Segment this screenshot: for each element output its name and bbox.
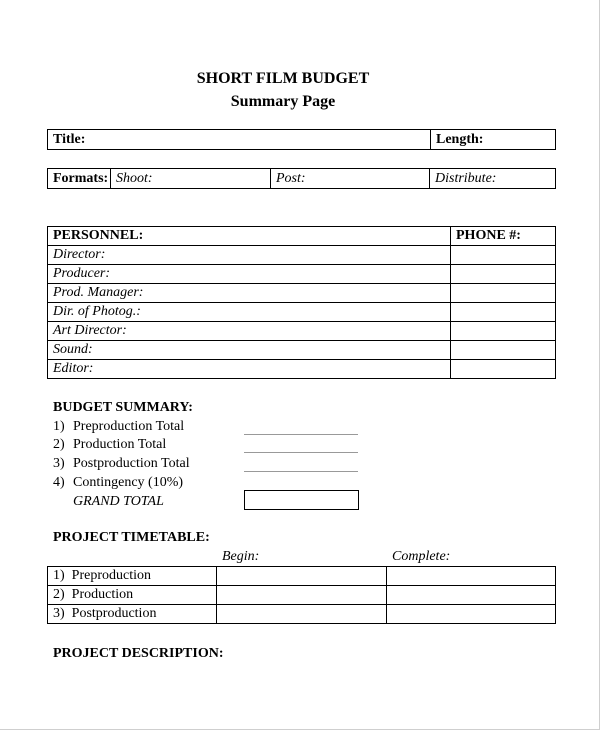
phase-num: 3) bbox=[53, 606, 65, 621]
complete-label: Complete: bbox=[392, 549, 451, 564]
personnel-header-row bbox=[48, 227, 556, 246]
personnel-table bbox=[47, 226, 556, 379]
begin-label: Begin: bbox=[222, 549, 260, 564]
phone-header: PHONE #: bbox=[451, 227, 556, 246]
formats-label-text: Formats: bbox=[53, 170, 109, 186]
summary-item-label: Production Total bbox=[73, 437, 167, 452]
title-label: Title: bbox=[53, 131, 86, 147]
production-total-field[interactable] bbox=[244, 452, 358, 453]
summary-item bbox=[53, 475, 183, 491]
role-sound[interactable]: Sound: bbox=[48, 341, 451, 360]
phone-cell[interactable] bbox=[451, 284, 556, 303]
table-row bbox=[48, 341, 556, 360]
role-editor[interactable]: Editor: bbox=[48, 360, 451, 379]
role-art-director[interactable]: Art Director: bbox=[48, 322, 451, 341]
summary-item bbox=[53, 456, 190, 472]
distribute-field[interactable] bbox=[430, 169, 555, 188]
role-director[interactable]: Director: bbox=[48, 246, 451, 265]
phase-label: Production bbox=[71, 587, 134, 602]
document-subtitle: Summary Page bbox=[230, 93, 336, 110]
role-dir-photog[interactable]: Dir. of Photog.: bbox=[48, 303, 451, 322]
phase-cell bbox=[48, 586, 217, 605]
post-field[interactable] bbox=[271, 169, 430, 188]
formats-row bbox=[47, 168, 556, 189]
phase-label: Preproduction bbox=[71, 568, 151, 583]
summary-item-label: Preproduction Total bbox=[73, 419, 185, 434]
description-heading: PROJECT DESCRIPTION: bbox=[53, 646, 224, 661]
complete-cell[interactable] bbox=[387, 567, 556, 586]
formats-label bbox=[48, 169, 110, 188]
phone-cell[interactable] bbox=[451, 360, 556, 379]
phase-num: 1) bbox=[53, 568, 65, 583]
distribute-label: Distribute: bbox=[435, 170, 497, 186]
summary-item-label: Postproduction Total bbox=[73, 456, 190, 471]
summary-item-label: Contingency (10%) bbox=[73, 475, 184, 490]
grand-total-label: GRAND TOTAL bbox=[73, 494, 164, 509]
role-producer[interactable]: Producer: bbox=[48, 265, 451, 284]
preproduction-total-field[interactable] bbox=[244, 434, 358, 435]
summary-item bbox=[53, 437, 166, 453]
summary-item-num: 1) bbox=[53, 419, 65, 434]
phase-cell bbox=[48, 605, 217, 624]
phase-cell bbox=[48, 567, 217, 586]
table-row bbox=[48, 360, 556, 379]
table-row bbox=[48, 284, 556, 303]
begin-cell[interactable] bbox=[217, 586, 387, 605]
grand-total-field[interactable] bbox=[244, 490, 359, 510]
phone-cell[interactable] bbox=[451, 265, 556, 284]
table-row bbox=[48, 265, 556, 284]
document-title: SHORT FILM BUDGET bbox=[196, 70, 370, 87]
post-label: Post: bbox=[276, 170, 306, 186]
phase-label: Postproduction bbox=[71, 606, 157, 621]
summary-item-num: 3) bbox=[53, 456, 65, 471]
summary-item-num: 4) bbox=[53, 475, 65, 490]
timetable-heading: PROJECT TIMETABLE: bbox=[53, 530, 210, 545]
table-row bbox=[48, 303, 556, 322]
shoot-label: Shoot: bbox=[116, 170, 153, 186]
timetable-table bbox=[47, 566, 556, 624]
table-row bbox=[48, 586, 556, 605]
complete-cell[interactable] bbox=[387, 586, 556, 605]
phone-cell[interactable] bbox=[451, 341, 556, 360]
title-row bbox=[47, 129, 556, 150]
table-row bbox=[48, 246, 556, 265]
postproduction-total-field[interactable] bbox=[244, 471, 358, 472]
length-label: Length: bbox=[436, 131, 484, 147]
phone-cell[interactable] bbox=[451, 322, 556, 341]
phone-cell[interactable] bbox=[451, 246, 556, 265]
personnel-header: PERSONNEL: bbox=[48, 227, 451, 246]
begin-cell[interactable] bbox=[217, 605, 387, 624]
table-row bbox=[48, 322, 556, 341]
complete-cell[interactable] bbox=[387, 605, 556, 624]
phone-cell[interactable] bbox=[451, 303, 556, 322]
summary-item bbox=[53, 419, 184, 435]
table-row bbox=[48, 567, 556, 586]
begin-cell[interactable] bbox=[217, 567, 387, 586]
phase-num: 2) bbox=[53, 587, 65, 602]
budget-summary-heading: BUDGET SUMMARY: bbox=[53, 400, 193, 415]
length-field[interactable] bbox=[431, 130, 555, 149]
shoot-field[interactable] bbox=[111, 169, 271, 188]
summary-item-num: 2) bbox=[53, 437, 65, 452]
title-field[interactable] bbox=[48, 130, 432, 149]
role-prod-manager[interactable]: Prod. Manager: bbox=[48, 284, 451, 303]
table-row bbox=[48, 605, 556, 624]
